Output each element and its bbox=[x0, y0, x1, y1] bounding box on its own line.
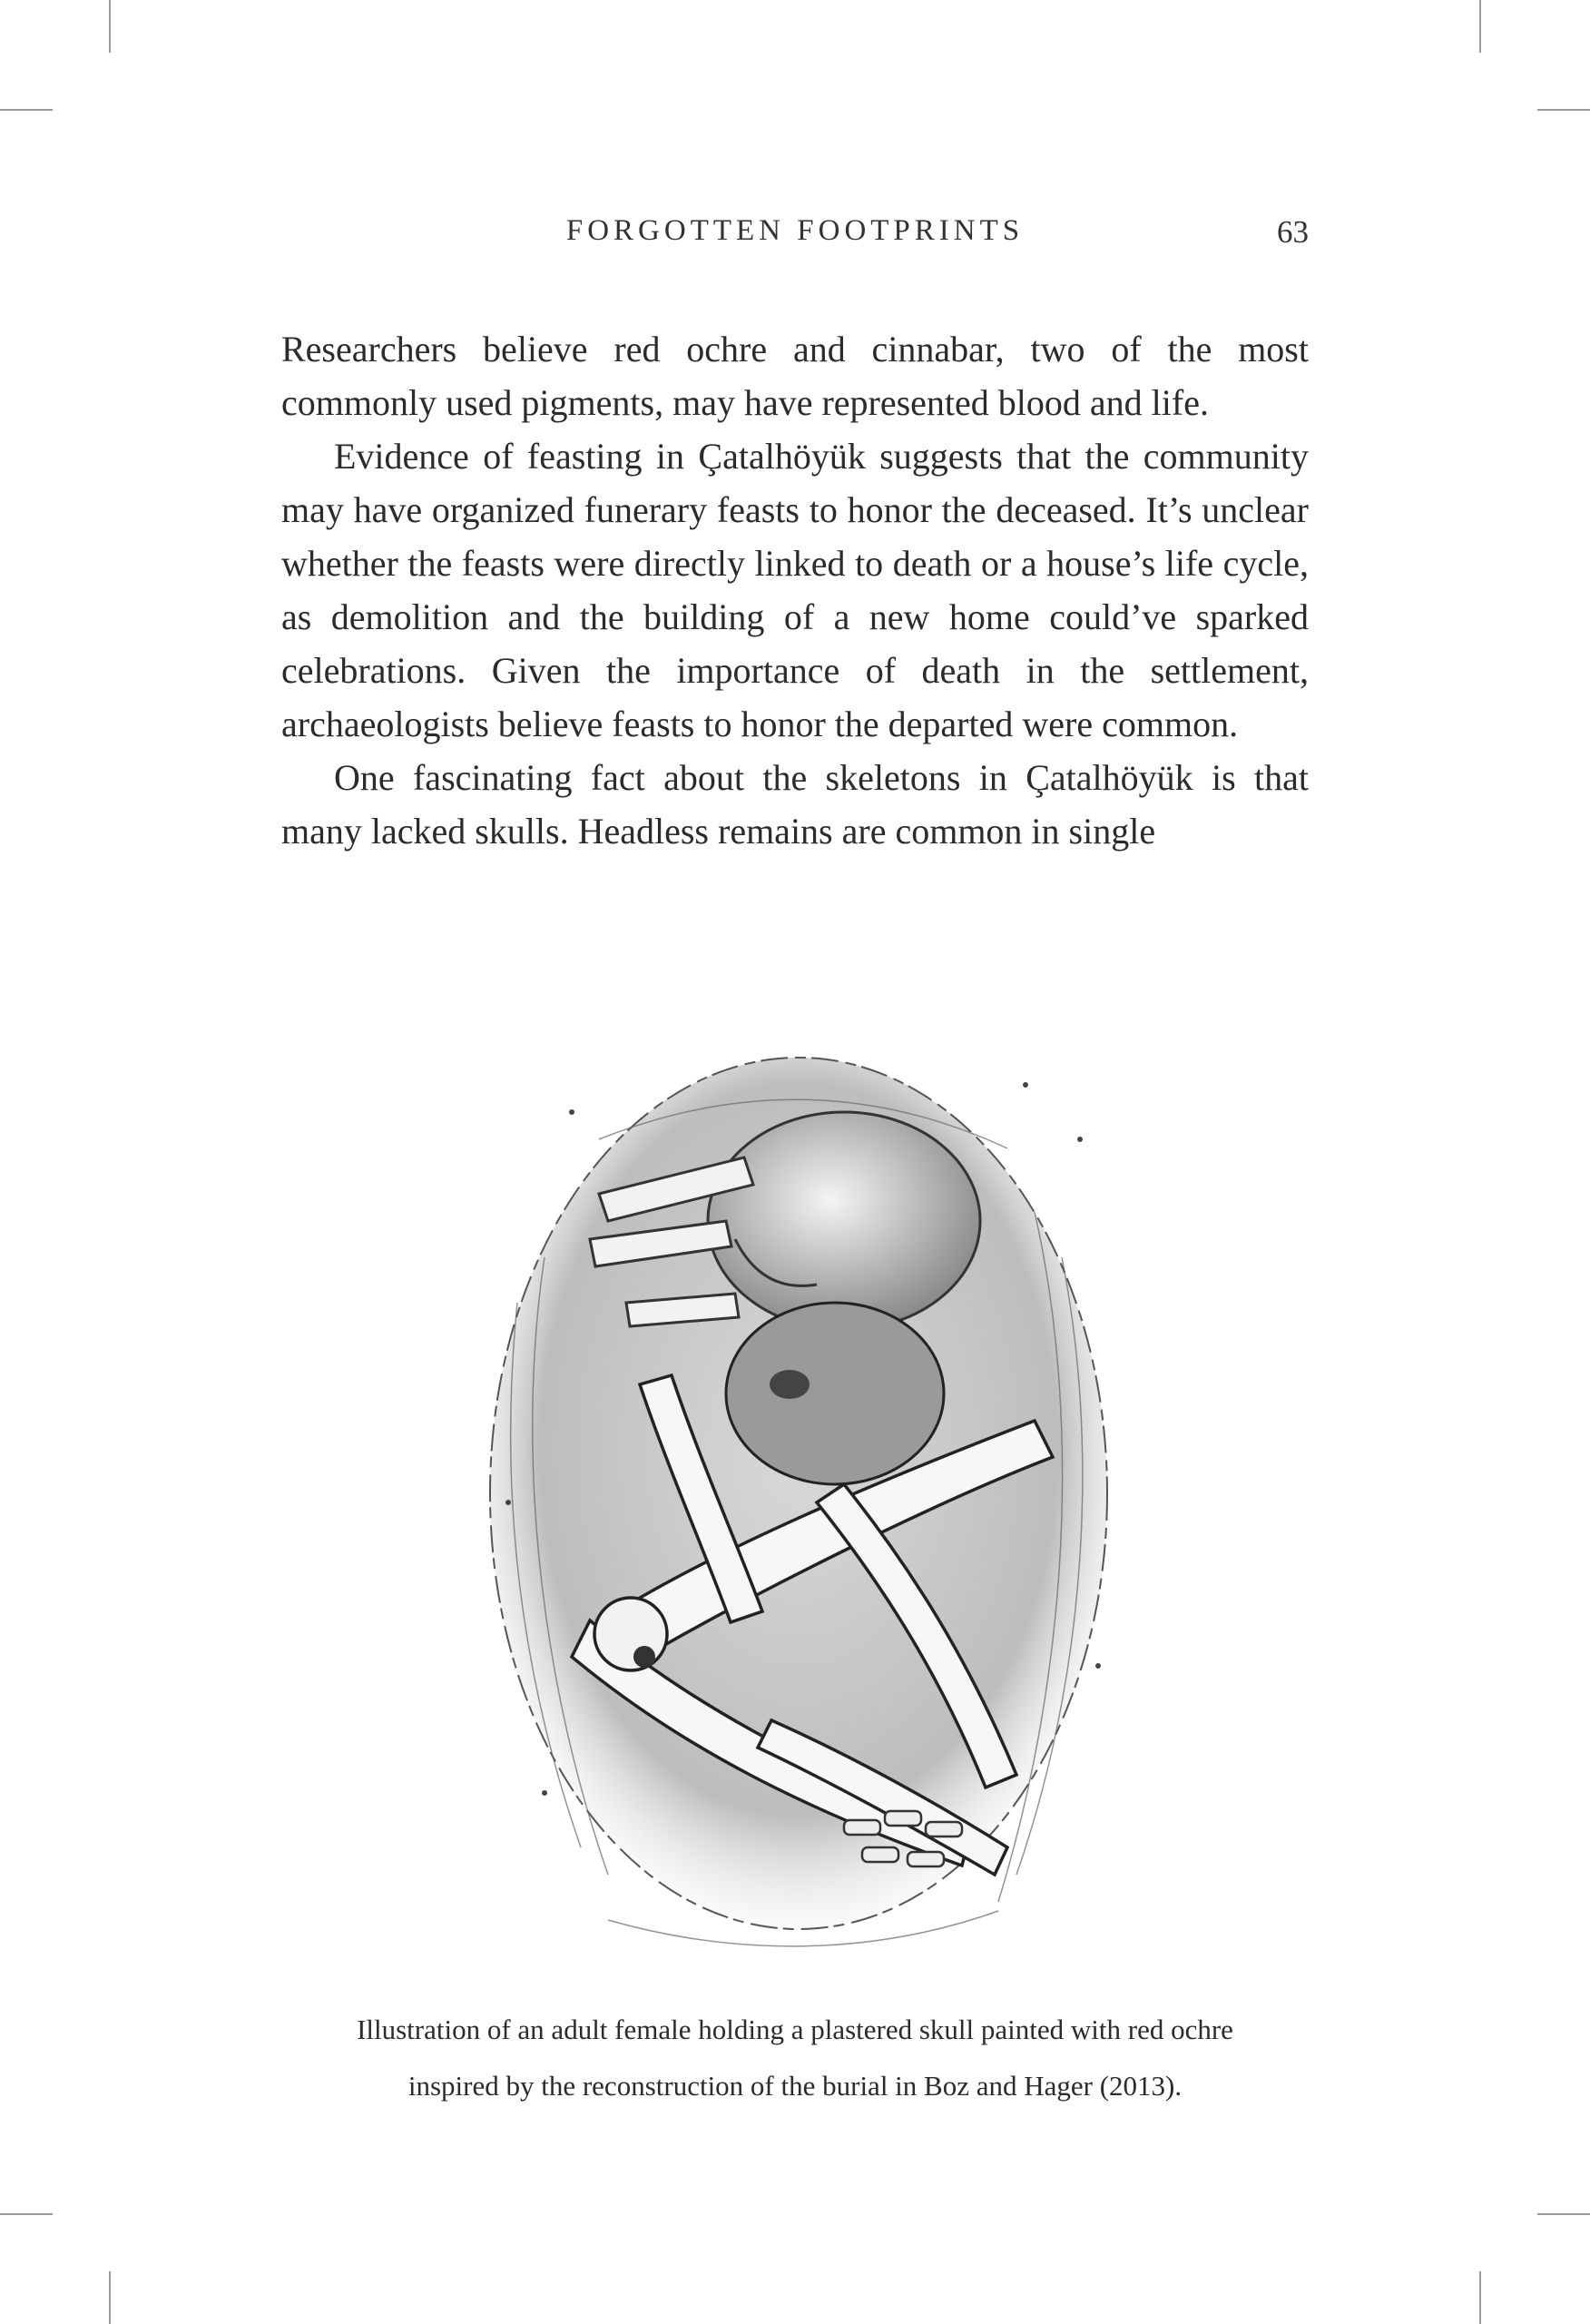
crop-mark bbox=[109, 0, 111, 53]
skeleton-sketch-icon bbox=[463, 1030, 1134, 1965]
crop-mark bbox=[109, 2271, 111, 2324]
page-number: 63 bbox=[1277, 214, 1309, 250]
running-title: FORGOTTEN FOOTPRINTS bbox=[565, 214, 1025, 247]
paragraph: Evidence of feasting in Çatalhöyük suggests that the community may have organized funerary feasts to honor the deceased. It’s unclear whether the feasts were directly linked to death or a house’s life cycle, as demolition and the building of a new home could’ve sparked celebrations. Given the importance of death in the settlement, archaeologists believe feasts to honor the departed were common. bbox=[281, 436, 1309, 744]
crop-mark bbox=[0, 109, 53, 111]
caption-line: inspired by the reconstruction of the burial in Boz and Hager (2013). bbox=[407, 2070, 1183, 2102]
body-text bbox=[281, 322, 1309, 858]
crop-mark bbox=[1537, 2213, 1590, 2215]
running-head bbox=[281, 214, 1309, 260]
crop-mark bbox=[1479, 2271, 1481, 2324]
paragraph: One fascinating fact about the skeletons in Çatalhöyük is that many lacked skulls. Headless remains are common in single bbox=[281, 757, 1309, 852]
paragraph: Researchers believe red ochre and cinnabar, two of the most commonly used pigments, may have represented blood and life. bbox=[281, 329, 1309, 423]
burial-illustration bbox=[463, 1030, 1134, 1965]
crop-mark bbox=[1537, 109, 1590, 111]
figure-caption bbox=[227, 2002, 1363, 2114]
crop-mark bbox=[1479, 0, 1481, 53]
caption-line: Illustration of an adult female holding a plastered skull painted with red ochre bbox=[357, 2014, 1233, 2045]
crop-mark bbox=[0, 2213, 53, 2215]
